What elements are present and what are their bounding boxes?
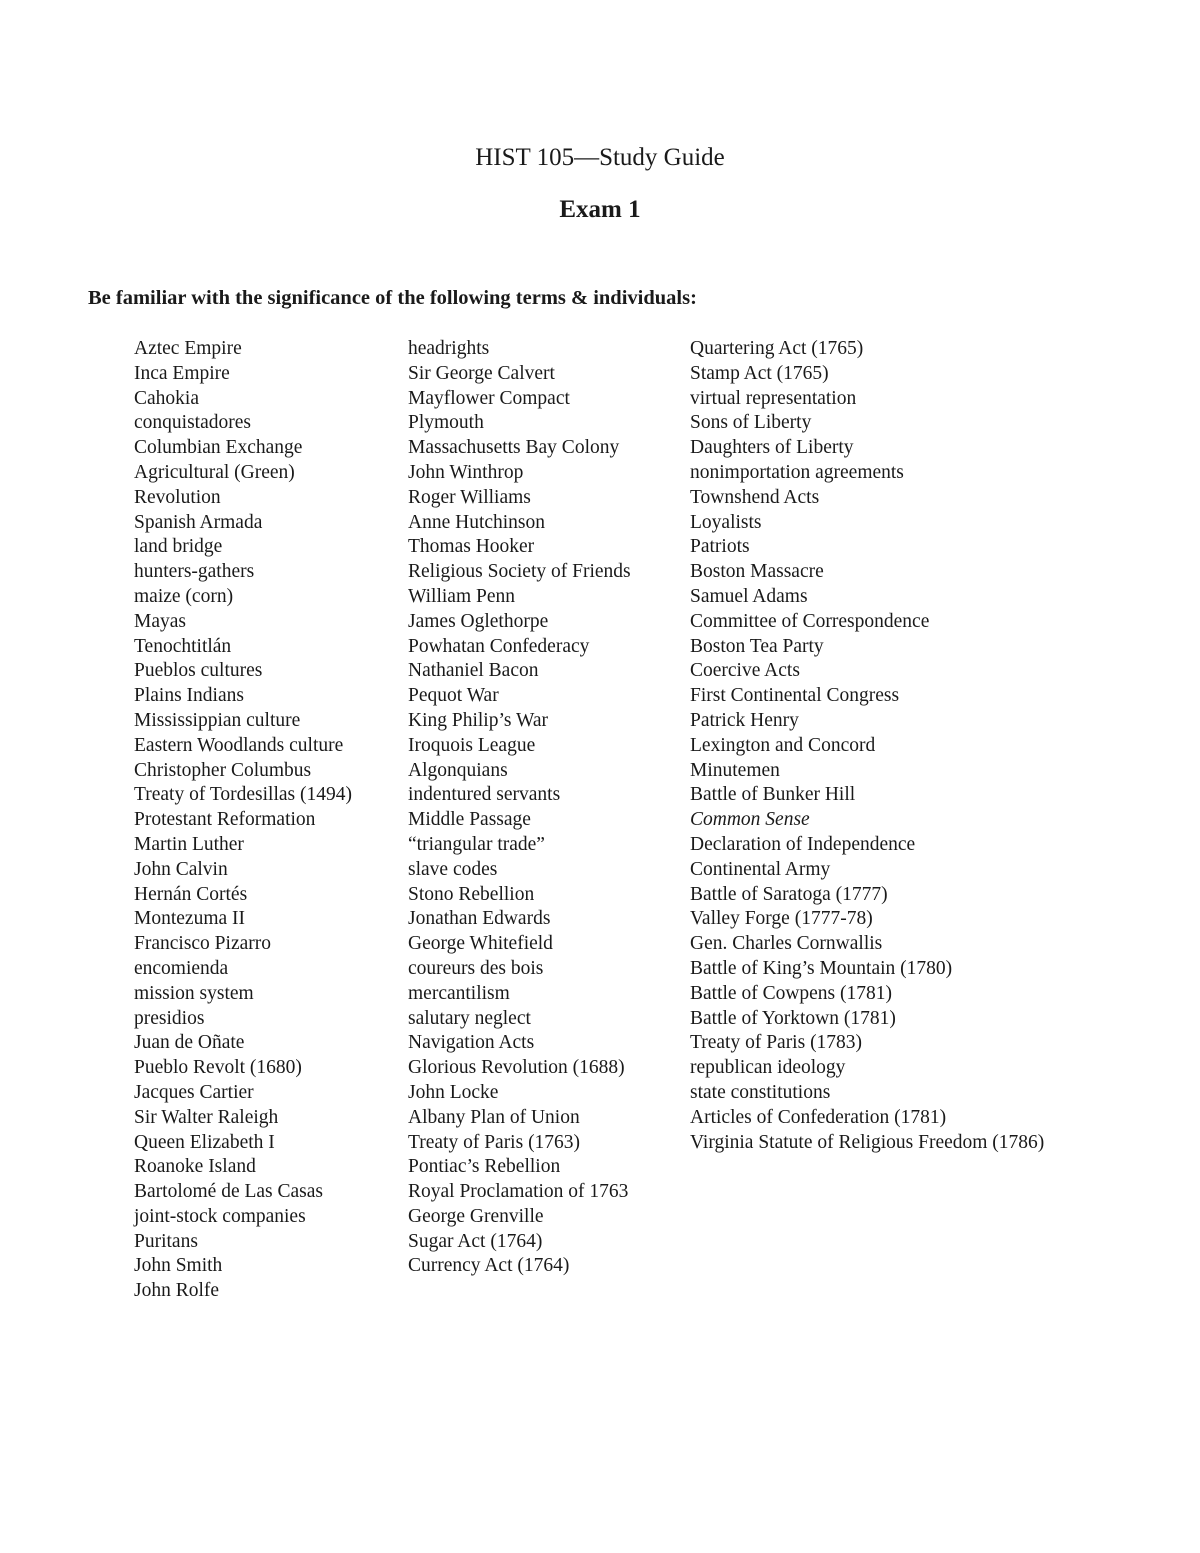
term-item: Mayas	[134, 610, 186, 632]
term-item: Quartering Act (1765)	[690, 338, 864, 359]
term-item: Thomas Hooker	[408, 536, 535, 558]
term-item: James Oglethorpe	[408, 610, 549, 632]
term-item: John Locke	[408, 1081, 499, 1103]
page-title: HIST 105—Study Guide	[475, 144, 725, 171]
term-item: Battle of Yorktown (1781)	[690, 1007, 896, 1029]
term-item: mercantilism	[408, 982, 510, 1004]
term-item: salutary neglect	[408, 1007, 531, 1029]
term-item: Patrick Henry	[690, 709, 799, 731]
term-item: coureurs des bois	[408, 957, 544, 979]
terms-column-3	[690, 337, 1044, 1155]
term-item: John Calvin	[134, 858, 228, 880]
term-item: Gen. Charles Cornwallis	[690, 933, 883, 955]
term-item: Massachusetts Bay Colony	[408, 437, 620, 459]
terms-column-1	[134, 337, 352, 1304]
term-item: Albany Plan of Union	[408, 1106, 580, 1128]
term-item: Montezuma II	[134, 908, 246, 930]
term-item: Battle of Saratoga (1777)	[690, 883, 888, 905]
term-item: George Whitefield	[408, 933, 553, 955]
term-item: Pontiac’s Rebellion	[408, 1156, 561, 1178]
term-item: Revolution	[134, 486, 221, 508]
term-item: Declaration of Independence	[690, 833, 916, 855]
term-item: Sons of Liberty	[690, 412, 812, 434]
term-item: Middle Passage	[408, 809, 531, 831]
term-item: Jonathan Edwards	[408, 908, 551, 930]
term-item: John Rolfe	[134, 1280, 220, 1302]
term-item: Bartolomé de Las Casas	[134, 1181, 323, 1203]
term-item: William Penn	[408, 585, 515, 607]
term-item: Pueblo Revolt (1680)	[134, 1057, 302, 1079]
term-item: Samuel Adams	[690, 585, 808, 607]
term-item: Aztec Empire	[134, 338, 242, 359]
term-item: Sugar Act (1764)	[408, 1230, 543, 1252]
term-item: Anne Hutchinson	[408, 511, 546, 533]
term-item: Roger Williams	[408, 486, 531, 508]
instruction-heading: Be familiar with the significance of the following terms & individuals:	[88, 287, 697, 309]
term-item: Sir Walter Raleigh	[134, 1106, 279, 1128]
term-item: Treaty of Tordesillas (1494)	[134, 784, 352, 806]
term-item: Treaty of Paris (1783)	[690, 1032, 863, 1054]
term-item: Religious Society of Friends	[408, 561, 631, 583]
term-item: headrights	[408, 338, 490, 359]
term-item: Pequot War	[408, 685, 499, 707]
term-item: hunters-gathers	[134, 561, 255, 583]
term-item: Royal Proclamation of 1763	[408, 1181, 629, 1203]
term-item: land bridge	[134, 536, 223, 558]
term-item: Juan de Oñate	[134, 1032, 245, 1054]
term-item: Treaty of Paris (1763)	[408, 1131, 581, 1153]
term-item: Boston Massacre	[690, 561, 824, 583]
term-item: First Continental Congress	[690, 685, 900, 707]
term-item: Virginia Statute of Religious Freedom (1786)	[690, 1131, 1045, 1153]
exam-subtitle: Exam 1	[559, 196, 641, 223]
term-item: Nathaniel Bacon	[408, 660, 539, 682]
term-item: state constitutions	[690, 1081, 831, 1103]
term-item: Mayflower Compact	[408, 387, 570, 409]
term-item: slave codes	[408, 858, 498, 880]
term-item: Queen Elizabeth I	[134, 1131, 275, 1153]
term-item: Tenochtitlán	[134, 635, 232, 657]
term-item: Loyalists	[690, 511, 762, 533]
term-item: presidios	[134, 1007, 205, 1029]
term-item: Stamp Act (1765)	[690, 362, 829, 384]
term-item: encomienda	[134, 957, 229, 979]
term-item: George Grenville	[408, 1205, 544, 1227]
term-item: nonimportation agreements	[690, 461, 904, 483]
term-item: Pueblos cultures	[134, 660, 263, 682]
term-item: King Philip’s War	[408, 709, 548, 731]
term-item: “triangular trade”	[408, 833, 545, 855]
term-item: Battle of King’s Mountain (1780)	[690, 957, 953, 979]
term-item: Townshend Acts	[690, 486, 820, 508]
term-item: virtual representation	[690, 387, 857, 409]
term-item: Coercive Acts	[690, 660, 800, 682]
terms-column-2	[408, 337, 631, 1279]
term-item: Puritans	[134, 1230, 198, 1252]
term-item: Stono Rebellion	[408, 883, 535, 905]
term-item: Patriots	[690, 536, 750, 558]
term-item: Daughters of Liberty	[690, 437, 854, 459]
term-item: Protestant Reformation	[134, 809, 316, 831]
term-item: Francisco Pizarro	[134, 933, 271, 955]
term-item: conquistadores	[134, 412, 251, 434]
term-item: Columbian Exchange	[134, 437, 303, 459]
term-item: Algonquians	[408, 759, 508, 781]
term-item: indentured servants	[408, 784, 561, 806]
term-item: Common Sense	[690, 809, 810, 831]
term-item: Iroquois League	[408, 734, 536, 756]
term-item: Plains Indians	[134, 685, 244, 707]
term-item: Powhatan Confederacy	[408, 635, 590, 657]
term-item: Lexington and Concord	[690, 734, 876, 756]
term-item: Glorious Revolution (1688)	[408, 1057, 625, 1079]
term-item: Battle of Bunker Hill	[690, 784, 856, 806]
term-item: Battle of Cowpens (1781)	[690, 982, 893, 1004]
term-item: Continental Army	[690, 858, 831, 880]
term-item: Boston Tea Party	[690, 635, 824, 657]
term-item: Christopher Columbus	[134, 759, 312, 781]
term-item: Hernán Cortés	[134, 883, 248, 905]
term-item: Valley Forge (1777-78)	[690, 908, 873, 930]
term-item: John Winthrop	[408, 461, 524, 483]
term-item: Navigation Acts	[408, 1032, 535, 1054]
term-item: mission system	[134, 982, 254, 1004]
term-item: Cahokia	[134, 387, 199, 409]
term-item: Inca Empire	[134, 362, 230, 384]
term-item: Eastern Woodlands culture	[134, 734, 344, 756]
term-item: Spanish Armada	[134, 511, 263, 533]
term-item: joint-stock companies	[134, 1205, 306, 1227]
term-item: Minutemen	[690, 759, 780, 781]
term-item: Sir George Calvert	[408, 362, 555, 384]
term-item: Articles of Confederation (1781)	[690, 1106, 947, 1128]
term-item: maize (corn)	[134, 585, 234, 607]
term-item: Plymouth	[408, 412, 484, 434]
term-item: republican ideology	[690, 1057, 846, 1079]
term-item: Martin Luther	[134, 833, 244, 855]
term-item: Committee of Correspondence	[690, 610, 930, 632]
term-item: Agricultural (Green)	[134, 461, 295, 483]
term-item: John Smith	[134, 1255, 223, 1277]
term-item: Jacques Cartier	[134, 1081, 254, 1103]
term-item: Mississippian culture	[134, 709, 301, 731]
term-item: Currency Act (1764)	[408, 1255, 570, 1277]
term-item: Roanoke Island	[134, 1156, 256, 1178]
